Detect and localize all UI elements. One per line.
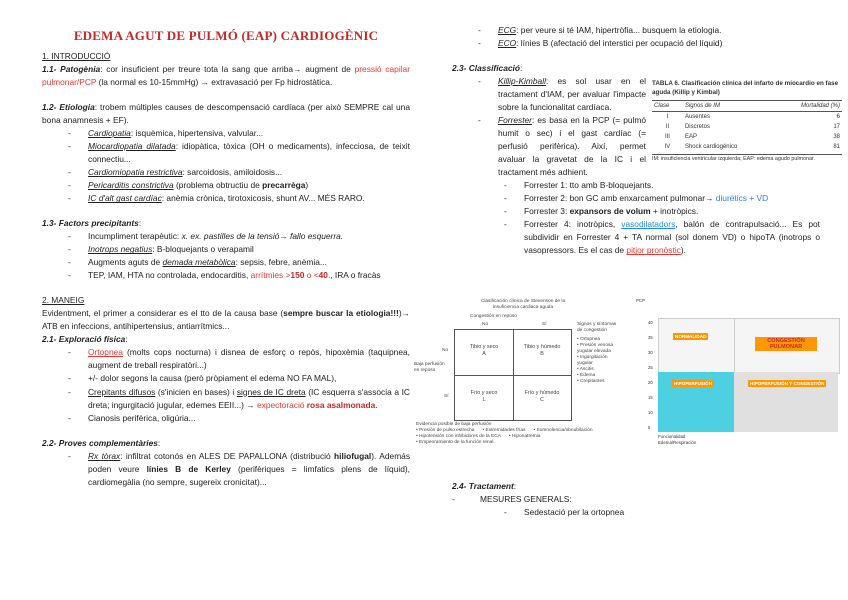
y-tick: 25 (648, 365, 653, 370)
list-item: - Forrester 1: tto amb B-bloquejants. (452, 179, 820, 192)
list-item: - Killip-Kimball: es sol usar en el tractament d'IAM, per avaluar l'impacte sobre la funcionalitat cardíaca. (452, 75, 646, 114)
table-row: I Ausentes 6 (666, 114, 840, 121)
figure-row-no: No (442, 348, 449, 353)
y-tick: 20 (648, 380, 653, 385)
table-row: IV Shock cardiogénico 81 (664, 144, 840, 151)
figure-top-label: Congestión en reposo (470, 314, 517, 319)
low-perfusion-signs: Evidencia posible de baja perfusión • Presión de pulso estrecha • Extremidades frías • Somnolencia/obnubilación • Hipotensión con inhibidores de la ECA • Hiponatremia • Empeoramiento de la función renal (416, 422, 593, 445)
list-item: - Incumpliment terapèutic: x. ex. pastilles de la tensió→ fallo esquerra. (42, 230, 410, 243)
forrester-figure (634, 298, 842, 448)
table-header: Clase (652, 101, 683, 112)
table-row: III EAP 38 (664, 134, 840, 141)
list-item: - ECO: línies B (afectació del interstici per ocupació del líquid) (452, 37, 820, 50)
y-tick: 35 (648, 335, 653, 340)
list-item: - Forrester 2: bon GC amb enxarcament pulmonar→ diurètics + VD (452, 192, 820, 205)
treatment-list (452, 493, 820, 519)
etiology-list (42, 127, 410, 205)
killip-table (652, 80, 842, 164)
tests-heading: 2.2- Proves complementàries: (42, 437, 161, 448)
list-item: - Crepitants difusos (s'inicien en bases) i signes de IC dreta (IC esquerra s'associa a IC dreta; ingurgitació jugular, edemes EEII...) → expectoració rosa asalmonada. (42, 386, 410, 412)
list-item: - Forrester 4: inotròpics, vasodilatadors, balón de contrapulsació... Es pot subdividir en Forrester 4 + TA normal (sol donem VD) o hipoTA (inotrops o vasopressors. Es el cas de pitjor pronòstic). (452, 218, 820, 257)
list-item: - Cardiomiopatia restrictiva: sarcoidosis, amiloidosis... (42, 166, 410, 179)
y-axis-label: PCP (636, 298, 646, 303)
grid-cell: Frío y húmedo C (524, 390, 560, 403)
list-item: - Inotrops negatius: B-bloquejants o verapamil (42, 243, 410, 256)
list-item: - TEP, IAM, HTA no controlada, endocarditis, arrítmies >150 o <40., IRA o fracàs (42, 269, 410, 282)
precipitants-heading: 1.3- Factors precipitants: (42, 218, 142, 229)
figure-col-no: No (482, 322, 489, 327)
tests-list-continued (452, 24, 820, 50)
forrester-list (452, 179, 820, 257)
x-axis-label-2: Edema/Respiración (658, 440, 697, 445)
classification-list (452, 75, 646, 179)
page-title: EDEMA AGUT DE PULMÓ (EAP) CARDIOGÈNIC (73, 28, 379, 43)
congestion-signs: Signos y síntomas de congestión • Ortopnea • Presión venosa yugular elevada • Ingurgitación yugular • Ascitis • Edema • Crepitantes (577, 322, 617, 384)
list-item: - Forrester 3: expansors de volum + inotròpics. (452, 205, 820, 218)
y-tick: 15 (648, 395, 653, 400)
list-item: - Cardiopatia: isquèmica, hipertensiva, valvular... (42, 127, 410, 140)
list-item: - Rx tòrax: infiltrat cotonós en ALES DE PAPALLONA (distribució hiliofugal). Además poden veure línies B de Kerley (perifèriques = limfatics plens de líquid), cardiomegàlia (no sempre, sugereix cronicitat)... (42, 450, 410, 489)
list-item: - MESURES GENERALS: (452, 493, 820, 506)
list-item: - Augments aguts de demada metabòlica: sepsis, febre, anèmia... (42, 256, 410, 269)
table-header: Signos de IM (683, 101, 773, 112)
x-axis-label-1: Funcionalidad (658, 434, 686, 439)
y-tick: 30 (648, 350, 653, 355)
management-paragraph: Evidentment, el primer a considerar es el tto de la causa base (sempre buscar la etiologia!!!)→ ATB en infeccions, antihipertensius, antiarrítmics... (42, 308, 410, 332)
list-item: - Pericarditis constrictiva (problema obtructiu de precarrèga) (42, 179, 410, 192)
figure-row-si: Sí (444, 394, 449, 399)
grid-cell: Tibio y seco A (469, 344, 499, 357)
list-item: - Forrester: es basa en la PCP (= pulmó humit o sec) i el gast cardíac (= perfusió perifèrica). Així, permet avaluar la gravetat de la IC i el tractament més adhient. (452, 114, 646, 179)
treatment-heading: 2.4- Tractament: (452, 481, 517, 491)
precipitants-list (42, 230, 410, 282)
quadrant-normal: NORMALIDAD (658, 318, 736, 374)
list-item: - Sedestació per la ortopnea (452, 506, 820, 519)
left-column (42, 0, 410, 489)
grid-cell: Frío y seco L (470, 390, 498, 403)
pathogenesis-paragraph: 1.1- Patogènia: cor insuficient per treure tota la sang que arriba→ augment de pressió capilar pulmonar/PCP (la normal es 10-15mmHg) → extravasació per Fp hidrostàtica. (42, 64, 411, 88)
quadrant-hypoperfusion-congestion: HIPOPERFUSIÓN Y CONGESTIÓN (734, 372, 838, 432)
list-item: - Miocardiopatia dilatada: idiopàtica, tòxica (OH o medicaments), infecciosa, de teixit connectiu... (42, 140, 410, 166)
etiology-paragraph: 1.2- Etiologia: trobem múltiples causes de descompensació cardíaca (per això SEMPRE cal una bona anamnesis + EF). (42, 102, 410, 126)
table-header: Mortalidad (%) (773, 101, 842, 112)
list-item: - +/- dolor segons la causa (però pròpiament el edema NO FA MAL), (42, 372, 410, 385)
list-item: - Cianosis perifèrica, oligúria... (42, 412, 410, 425)
y-tick: 5 (648, 425, 651, 430)
list-item: - Ortopnea (molts cops nocturna) i disnea de esforç o repòs, hipoxèmia (taquipnea, augment de treball respiratòri...) (42, 346, 410, 372)
section-heading-intro: 1. INTRODUCCIÓ (42, 51, 111, 62)
exam-list (42, 346, 410, 424)
figure-title: Clasificación clínica de Stevenson de la insuficiencia cardiaca aguda (480, 299, 566, 310)
classification-heading: 2.3- Classificació: (452, 63, 523, 74)
quadrant-hypoperfusion: HIPOPERFUSIÓN (658, 372, 734, 432)
stevenson-grid (454, 329, 572, 421)
grid-cell: Tibio y húmedo B (523, 344, 561, 357)
list-item: - IC d'alt gast cardíac: anèmia crònica, tirotoxicosis, shunt AV... MÉS RARO. (42, 192, 410, 205)
table-title: TABLA 6. Clasificación clínica del infarto de miocardio en fase aguda (Killip y Kimbal) (652, 80, 839, 96)
y-tick: 10 (648, 410, 653, 415)
figure-left-label: Baja perfusión en reposo (414, 362, 445, 373)
section-heading-management: 2. MANEIG (42, 295, 85, 306)
quadrant-congestion: CONGESTIÓN PULMONAR (734, 318, 840, 374)
treatment-block (452, 480, 820, 519)
y-tick: 40 (648, 320, 653, 325)
list-item: - ECG: per veure si té IAM, hipertròfia... busquem la etiologia. (452, 24, 820, 37)
figure-col-si: Sí (542, 322, 547, 327)
stevenson-figure (412, 296, 624, 446)
table (652, 100, 842, 152)
tests-list (42, 450, 410, 489)
exam-heading: 2.1- Exploració física: (42, 334, 128, 345)
table-footnote: IM: insuficiencia ventricular izquierda; EAP: edema agudo pulmonar. (652, 154, 842, 163)
table-row: II Discretos 17 (665, 124, 840, 131)
